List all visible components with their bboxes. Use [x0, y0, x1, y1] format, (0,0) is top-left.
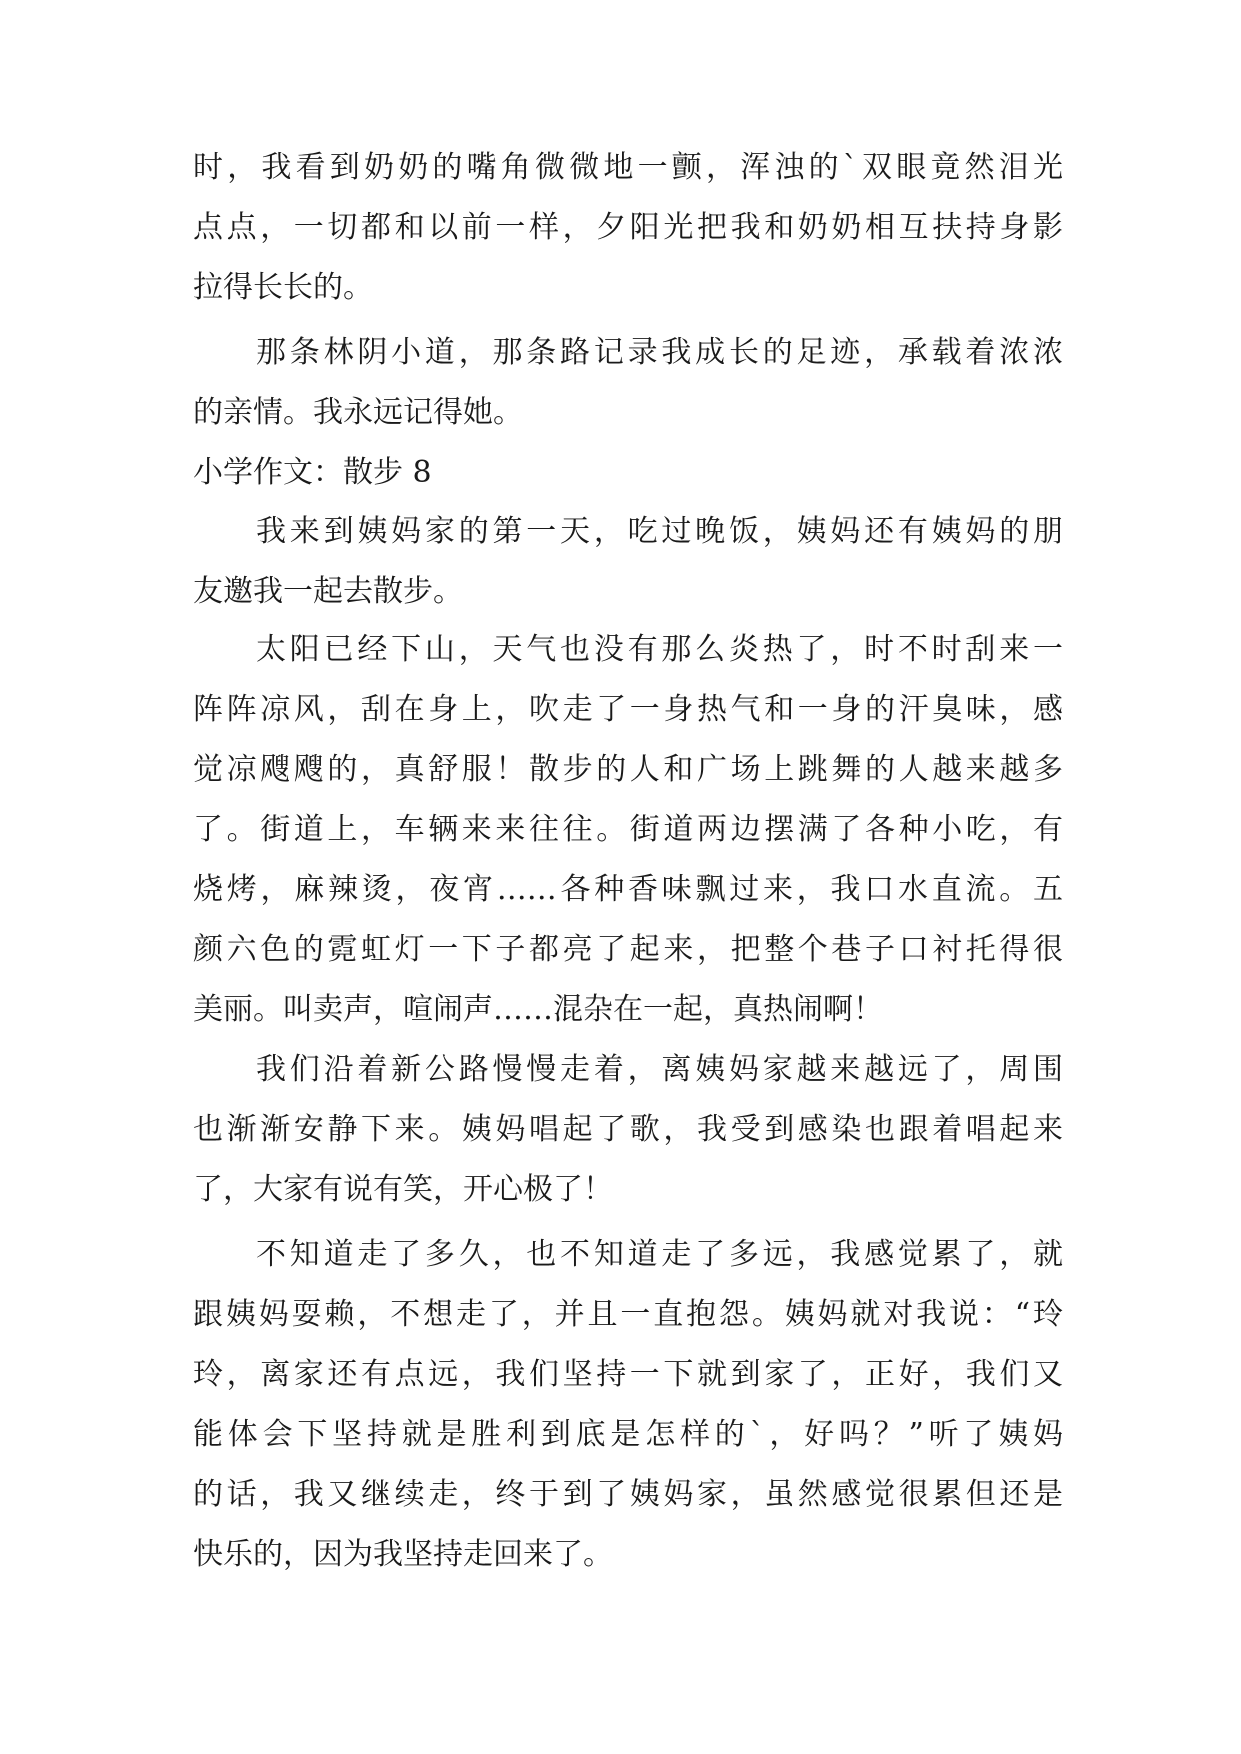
text-line: 觉凉飕飕的，真舒服！散步的人和广场上跳舞的人越来越多: [193, 752, 1063, 787]
text-line: 美丽。叫卖声，喧闹声……混杂在一起，真热闹啊！: [193, 992, 883, 1027]
text-line: 友邀我一起去散步。: [193, 574, 463, 609]
text-line: 的亲情。我永远记得她。: [193, 395, 523, 430]
text-line: 时，我看到奶奶的嘴角微微地一颤，浑浊的`双眼竟然泪光: [193, 150, 1063, 185]
text-line: 不知道走了多久，也不知道走了多远，我感觉累了，就: [256, 1237, 1063, 1272]
text-line: 我来到姨妈家的第一天，吃过晚饭，姨妈还有姨妈的朋: [256, 514, 1063, 549]
section-heading: 小学作文：散步 8: [193, 455, 432, 490]
text-line: 颜六色的霓虹灯一下子都亮了起来，把整个巷子口衬托得很: [193, 932, 1063, 967]
text-line: 点点，一切都和以前一样，夕阳光把我和奶奶相互扶持身影: [193, 210, 1063, 245]
text-line: 烧烤，麻辣烫，夜宵……各种香味飘过来，我口水直流。五: [193, 872, 1063, 907]
text-line: 拉得长长的。: [193, 270, 373, 305]
text-line: 那条林阴小道，那条路记录我成长的足迹，承载着浓浓: [256, 335, 1063, 370]
text-line: 我们沿着新公路慢慢走着，离姨妈家越来越远了，周围: [256, 1052, 1063, 1087]
text-line: 能体会下坚持就是胜利到底是怎样的`，好吗？”听了姨妈: [193, 1417, 1063, 1452]
text-line: 也渐渐安静下来。姨妈唱起了歌，我受到感染也跟着唱起来: [193, 1112, 1063, 1147]
text-line: 了，大家有说有笑，开心极了！: [193, 1172, 613, 1207]
text-line: 跟姨妈耍赖，不想走了，并且一直抱怨。姨妈就对我说：“玲: [193, 1297, 1063, 1332]
text-line: 玲，离家还有点远，我们坚持一下就到家了，正好，我们又: [193, 1357, 1063, 1392]
text-line: 了。街道上，车辆来来往往。街道两边摆满了各种小吃，有: [193, 812, 1063, 847]
text-line: 太阳已经下山，天气也没有那么炎热了，时不时刮来一: [256, 632, 1063, 667]
text-line: 快乐的，因为我坚持走回来了。: [193, 1537, 613, 1572]
text-line: 的话，我又继续走，终于到了姨妈家，虽然感觉很累但还是: [193, 1477, 1063, 1512]
text-line: 阵阵凉风，刮在身上，吹走了一身热气和一身的汗臭味，感: [193, 692, 1063, 727]
